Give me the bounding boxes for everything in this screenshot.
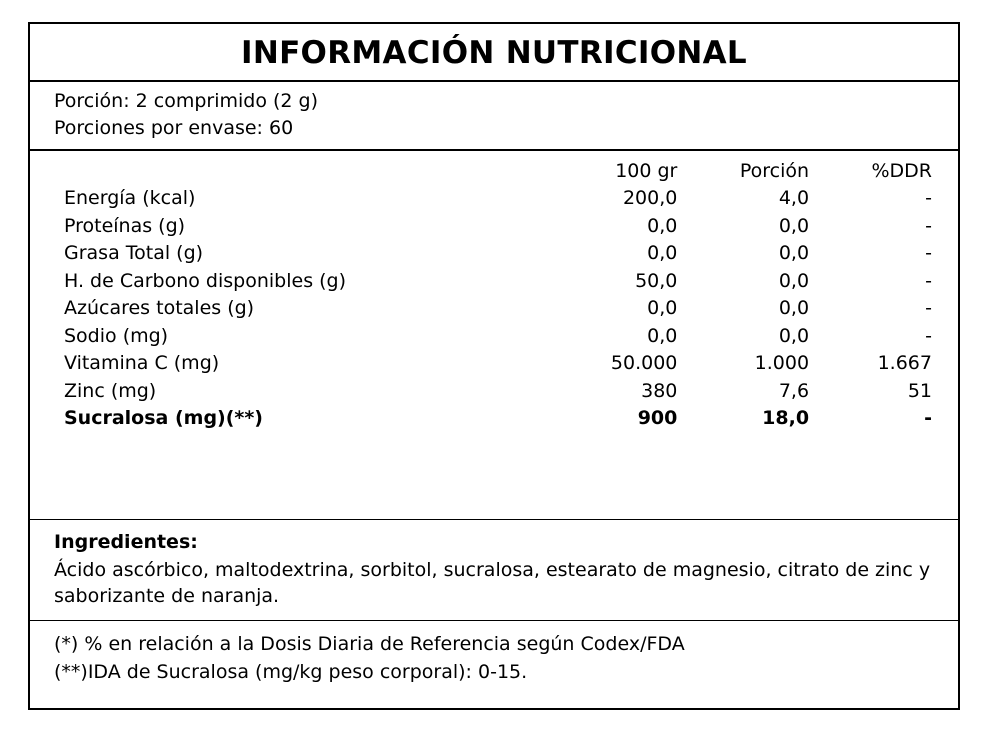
row-per-portion: 0,0 [778,297,810,320]
row-ddr: 51 [907,379,932,402]
header-per-100g: 100 gr [615,160,678,183]
row-per-100g: 0,0 [647,297,678,320]
row-per-100g: 50,0 [635,269,678,292]
row-nutrient-name: Zinc (mg) [64,379,157,402]
row-nutrient-name: Energía (kcal) [64,187,196,210]
table-row [54,323,932,351]
row-per-100g: 0,0 [647,242,678,265]
row-per-100g: 380 [641,379,678,402]
row-per-100g: 0,0 [647,324,678,347]
serving-info [30,82,958,149]
table-row [54,213,932,241]
row-nutrient-name: H. de Carbono disponibles (g) [64,269,347,292]
row-nutrient-name: Grasa Total (g) [64,242,204,265]
table-row [54,185,932,213]
row-per-100g: 50.000 [610,352,678,375]
nutrition-table [54,151,932,433]
header-nutrient [54,151,528,185]
table-row [54,295,932,323]
row-nutrient-name: Sucralosa (mg)(**) [64,407,263,430]
footnote-ddr: (*) % en relación a la Dosis Diaria de Referencia según Codex/FDA [54,632,685,655]
ingredients-heading: Ingredientes: [54,530,198,553]
row-ddr: - [925,297,932,320]
row-per-portion: 0,0 [778,214,810,237]
ingredients-text: Ácido ascórbico, maltodextrina, sorbitol, sucralosa, estearato de magnesio, citrato de zinc y saborizante de naranja. [54,559,931,608]
row-ddr: - [924,407,932,430]
table-row [54,350,932,378]
row-ddr: - [925,269,932,292]
table-row [54,240,932,268]
row-ddr: - [925,324,932,347]
serving-portion: Porción: 2 comprimido (2 g) [54,90,319,113]
row-ddr: - [925,187,932,210]
row-per-portion: 7,6 [778,379,810,402]
row-per-portion: 0,0 [778,269,810,292]
serving-per-package: Porciones por envase: 60 [54,117,294,140]
header-per-portion: Porción [739,160,810,183]
nutrition-facts-panel [28,22,960,710]
footnote-sucralose: (**)IDA de Sucralosa (mg/kg peso corporal): 0-15. [54,661,528,684]
row-nutrient-name: Vitamina C (mg) [64,352,220,375]
nutrition-table-wrap [30,151,958,433]
table-header-row [54,151,932,185]
row-per-100g: 200,0 [622,187,678,210]
row-per-portion: 1.000 [754,352,810,375]
header-ddr: %DDR [871,160,932,183]
row-ddr: 1.667 [877,352,932,375]
row-per-portion: 0,0 [778,242,810,265]
row-per-100g: 0,0 [647,214,678,237]
row-nutrient-name: Azúcares totales (g) [64,297,255,320]
footnotes-section [30,621,958,695]
row-per-portion: 4,0 [778,187,810,210]
row-nutrient-name: Sodio (mg) [64,324,169,347]
panel-title: INFORMACIÓN NUTRICIONAL [241,35,747,71]
table-row [54,268,932,296]
row-per-portion: 18,0 [762,407,810,430]
table-row [54,405,932,433]
table-bottom-spacer [30,433,958,519]
nutrition-table-body [54,185,932,433]
row-per-portion: 0,0 [778,324,810,347]
row-per-100g: 900 [637,407,678,430]
row-ddr: - [925,214,932,237]
row-nutrient-name: Proteínas (g) [64,214,186,237]
row-ddr: - [925,242,932,265]
table-row [54,378,932,406]
ingredients-section [30,520,958,620]
